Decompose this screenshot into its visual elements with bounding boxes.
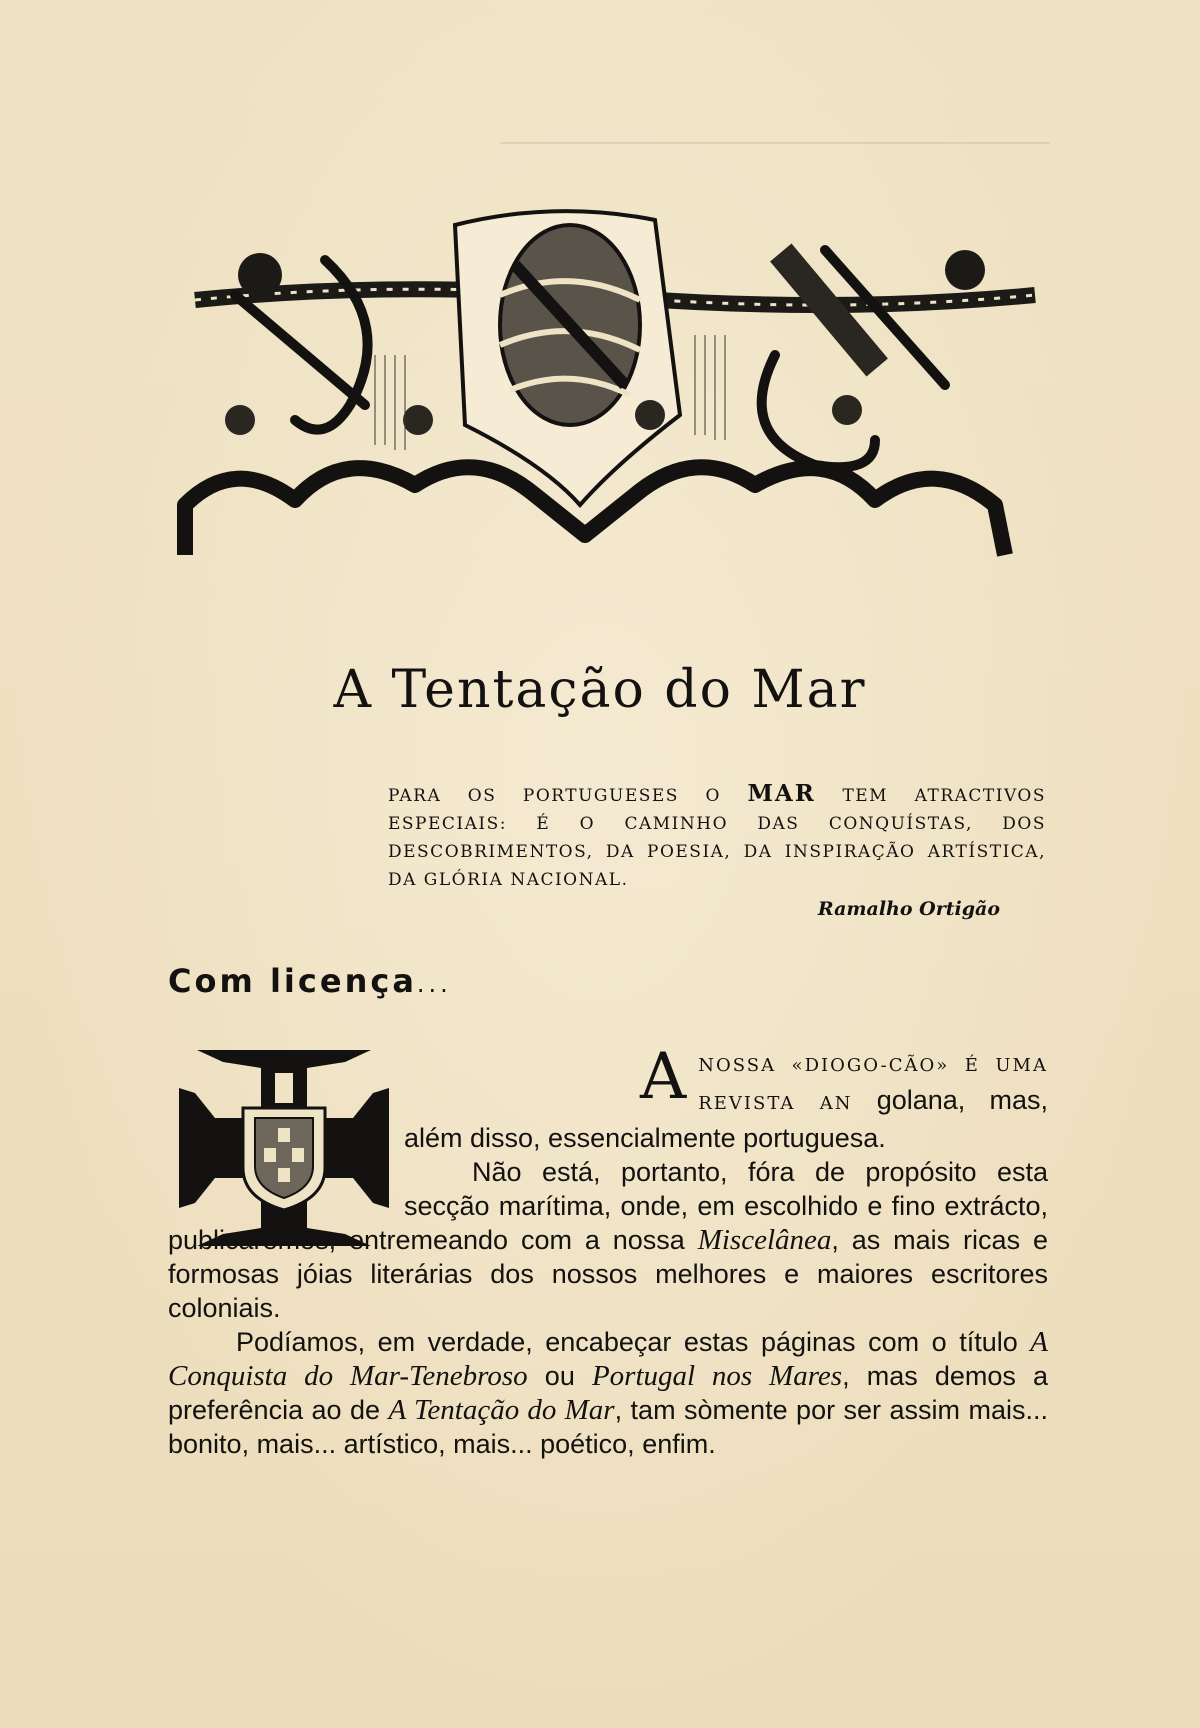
- paragraph-3: [168, 1325, 1048, 1461]
- paragraph-3-mid: ou: [544, 1361, 575, 1391]
- paragraph-3-italic-1: A Conquista do Mar-Tenebroso: [168, 1326, 1048, 1392]
- paragraph-3-italic-3: A Tentação do Mar: [388, 1394, 615, 1426]
- section-heading: [168, 962, 452, 1000]
- paragraph-1-rest: golana, mas, além disso, essencialmente portuguesa.: [404, 1085, 1048, 1153]
- paragraph-3-italic-2: Portugal nos Mares: [591, 1360, 843, 1392]
- epigraph-text-before: PARA OS PORTUGUESES O: [388, 786, 721, 806]
- paragraph-2-italic: Miscelânea: [697, 1224, 832, 1256]
- section-heading-dots: ...: [416, 970, 452, 998]
- paragraph-3-start: Podíamos, em verdade, encabeçar estas páginas com o título: [236, 1327, 1018, 1357]
- drop-cap: A: [640, 1040, 687, 1114]
- paragraph-2-end: , as mais ricas e formosas jóias literárias dos nossos melhores e maiores escritores coloniais.: [168, 1225, 1048, 1323]
- show-through-rule: [500, 108, 1050, 144]
- paragraph-2-text: Não está, portanto, fóra de propósito esta secção marítima, onde, em escolhido e fino extrácto, publicaremos, entremeando com a nossa: [168, 1157, 1048, 1255]
- section-heading-text: Com licença: [168, 962, 417, 1000]
- epigraph-text-after: TEM ATRACTIVOS ESPECIAIS: É O CAMINHO DAS CONQUÍSTAS, DOS DESCOBRIMENTOS, DA POESIA, DA INSPIRAÇÃO ARTÍSTICA, DA GLÓRIA NACIONAL.: [388, 786, 1047, 890]
- paragraph-1-smallcaps: NOSSA «DIOGO-CÃO» É UMA REVISTA AN: [698, 1055, 1048, 1114]
- epigraph-highlight: MAR: [747, 780, 816, 807]
- article-body: [168, 1040, 1048, 1461]
- paragraph-3-mid-2: , mas demos a preferência ao de: [168, 1361, 1048, 1425]
- paragraph-3-end: , tam sòmente por ser assim mais... bonito, mais... artístico, mais... poético, enfim.: [168, 1395, 1048, 1459]
- page-title: A Tentação do Mar: [333, 660, 867, 720]
- epigraph-author: Ramalho Ortigão: [817, 898, 1000, 920]
- epigraph: [388, 780, 1046, 894]
- nautical-ornament-icon: [175, 205, 1055, 625]
